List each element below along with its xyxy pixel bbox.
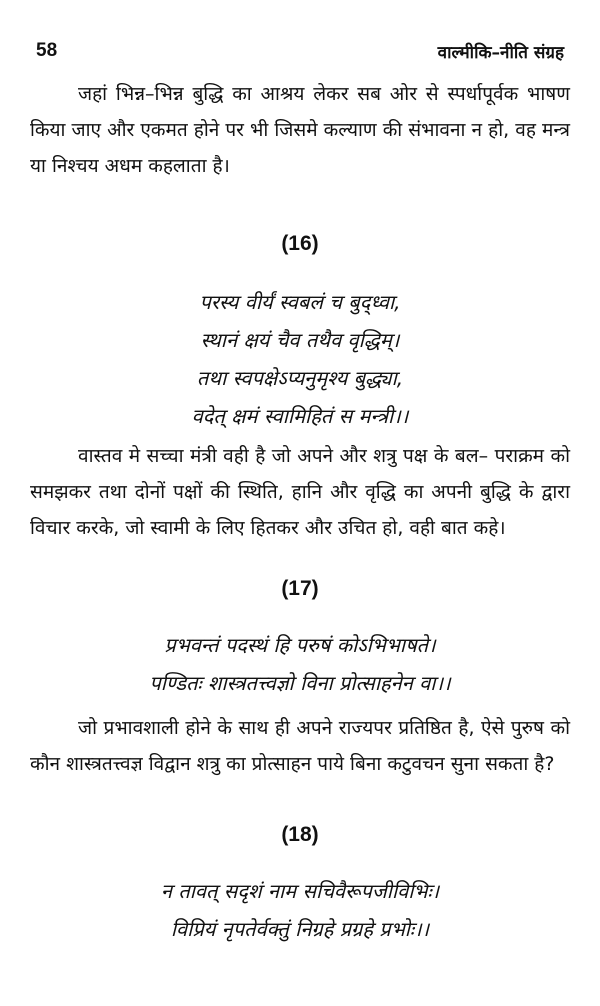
verse-line: तथा स्वपक्षेऽप्यनुमृश्य बुद्ध्या, (196, 366, 404, 390)
running-head: वाल्मीकि–नीति संग्रह (437, 43, 564, 63)
paragraph-intro: जहां भिन्न–भिन्न बुद्धि का आश्रय लेकर सब ओर से स्पर्धापूर्वक भाषण किया जाए और एकमत होने पर भी जिसमे कल्याण की संभावना न हो, वह मन्त्र या निश्चय अधम कहलाता है। (30, 83, 570, 177)
verse-18 (0, 872, 600, 948)
page-header (36, 40, 564, 70)
verse-line: विप्रियं नृपतेर्वक्तुं निग्रहे प्रग्रहे प्रभोः।। (170, 917, 430, 941)
verse-number-16: (16) (281, 232, 319, 255)
verse-line: पण्डितः शास्त्रतत्त्वज्ञो विना प्रोत्साहनेन वा।। (149, 671, 451, 695)
verse-17 (0, 626, 600, 702)
verse-line: परस्य वीर्यं स्वबलं च बुद्ध्वा, (199, 290, 401, 314)
verse-line: प्रभवन्तं पदस्थं हि परुषं कोऽभिभाषते। (164, 633, 436, 657)
verse-line: न तावत् सदृशं नाम सचिवैरूपजीविभिः। (160, 879, 440, 903)
meaning-17: जो प्रभावशाली होने के साथ ही अपने राज्यपर प्रतिष्ठित है, ऐसे पुरुष को कौन शास्त्रतत्त्वज्ञ विद्वान शत्रु का प्रोत्साहन पाये बिना कटुवचन सुना सकता है? (30, 717, 570, 775)
verse-16 (0, 283, 600, 435)
verse-line: वदेत् क्षमं स्वामिहितं स मन्त्री।। (191, 404, 409, 428)
verse-number-17: (17) (281, 577, 319, 600)
meaning-16: वास्तव मे सच्चा मंत्री वही है जो अपने और शत्रु पक्ष के बल– पराक्रम को समझकर तथा दोनों पक्षों की स्थिति, हानि और वृद्धि का अपनी बुद्धि के द्वारा विचार करके, जो स्वामी के लिए हितकर और उचित हो, वही बात कहे। (30, 445, 570, 539)
verse-line: स्थानं क्षयं चैव तथैव वृद्धिम्। (200, 328, 400, 352)
page-number: 58 (36, 40, 58, 61)
verse-number-18: (18) (281, 823, 319, 846)
